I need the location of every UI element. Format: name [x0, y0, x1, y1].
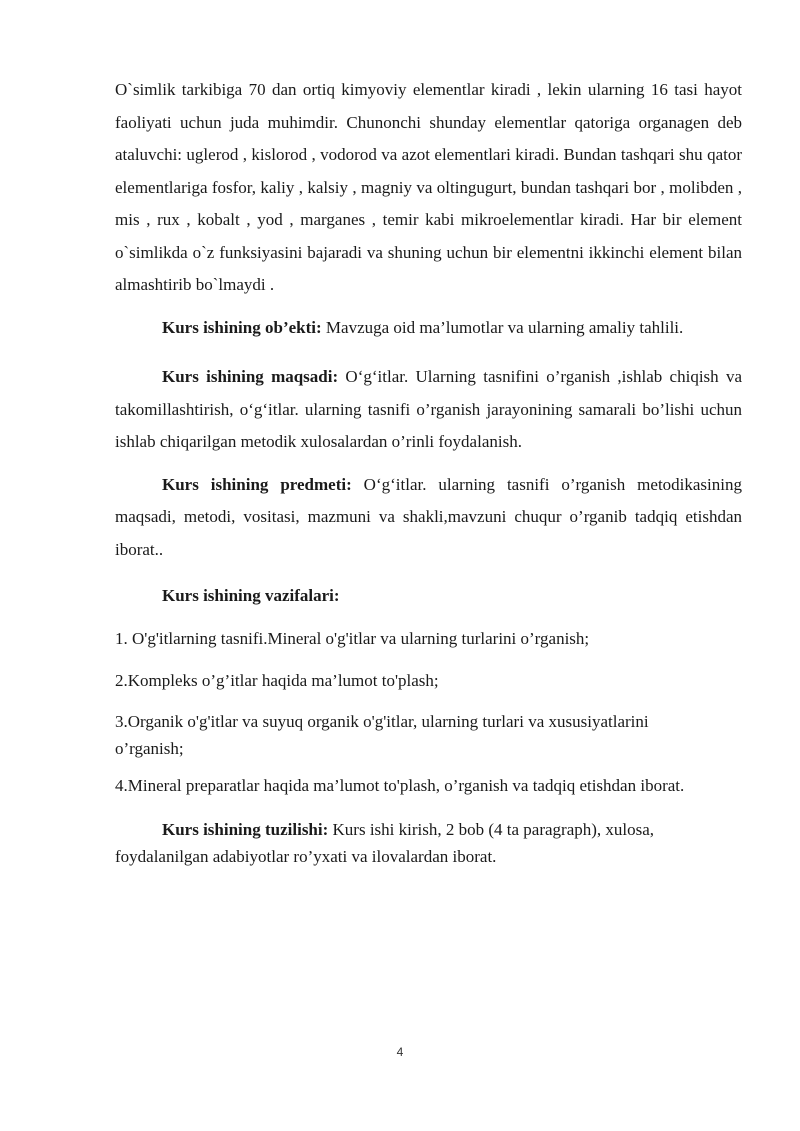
page-number: 4 — [396, 1045, 404, 1059]
structure-label: Kurs ishining tuzilishi: — [162, 819, 329, 839]
tasks-heading: Kurs ishining vazifalari: — [162, 586, 340, 605]
structure-paragraph — [115, 816, 715, 870]
task-item-1: 1. O'g'itlarning tasnifi.Mineral o'g'itlar va ularning turlarini o’rganish; — [115, 628, 590, 648]
subject-paragraph — [115, 469, 742, 567]
document-page — [115, 74, 742, 870]
purpose-text: O‘g‘itlar. Ularning tasnifini o’rganish ,ishlab chiqish va takomillashtirish, o‘g‘itlar. ularning tasnifi o’rganish jarayonining samarali bo’lishi uchun ishlab chiqarilgan metodik xulosalardan o’rinli foydalanish. — [115, 367, 742, 451]
object-paragraph — [115, 312, 742, 345]
structure-text: Kurs ishi kirish, 2 bob (4 ta paragraph), xulosa, foydalanilgan adabiyotlar ro’yxati va ilovalardan iborat. — [115, 819, 655, 866]
object-text: Mavzuga oid ma’lumotlar va ularning amaliy tahlili. — [321, 317, 684, 337]
object-label: Kurs ishining ob’ekti: — [162, 317, 322, 337]
purpose-paragraph — [115, 361, 742, 459]
task-item-2: 2.Kompleks o’g’itlar haqida ma’lumot to'plash; — [115, 671, 439, 690]
subject-label: Kurs ishining predmeti: — [162, 474, 352, 494]
subject-text: O‘g‘itlar. ularning tasnifi o’rganish metodikasining maqsadi, metodi, vositasi, mazmuni va shakli,mavzuni chuqur o’rganib tadqiq etishdan iborat.. — [115, 474, 742, 559]
intro-paragraph: O`simlik tarkibiga 70 dan ortiq kimyoviy elementlar kiradi , lekin ularning 16 tasi hayot faoliyati uchun juda muhimdir. Chunonchi shunday elementlar qatoriga organagen deb ataluvchi: uglerod , kislorod , vodorod va azot elementlari kiradi. Bundan tashqari shu qator elementlariga fosfor, kaliy , kalsiy , magniy va oltingugurt, bundan tashqari bor , molibden , mis , rux , kobalt , yod , marganes , temir kabi mikroelementlar kiradi. Har bir element o`simlikda o`z funksiyasini bajaradi va shuning uchun bir elementni ikkinchi element bilan almashtirib bo`lmaydi . — [115, 80, 742, 294]
task-item-4: 4.Mineral preparatlar haqida ma’lumot to'plash, o’rganish va tadqiq etishdan iborat. — [115, 775, 685, 795]
purpose-label: Kurs ishining maqsadi: — [162, 367, 339, 386]
task-item-3: 3.Organik o'g'itlar va suyuq organik o'g'itlar, ularning turlari va xususiyatlarini o’rganish; — [115, 711, 649, 758]
